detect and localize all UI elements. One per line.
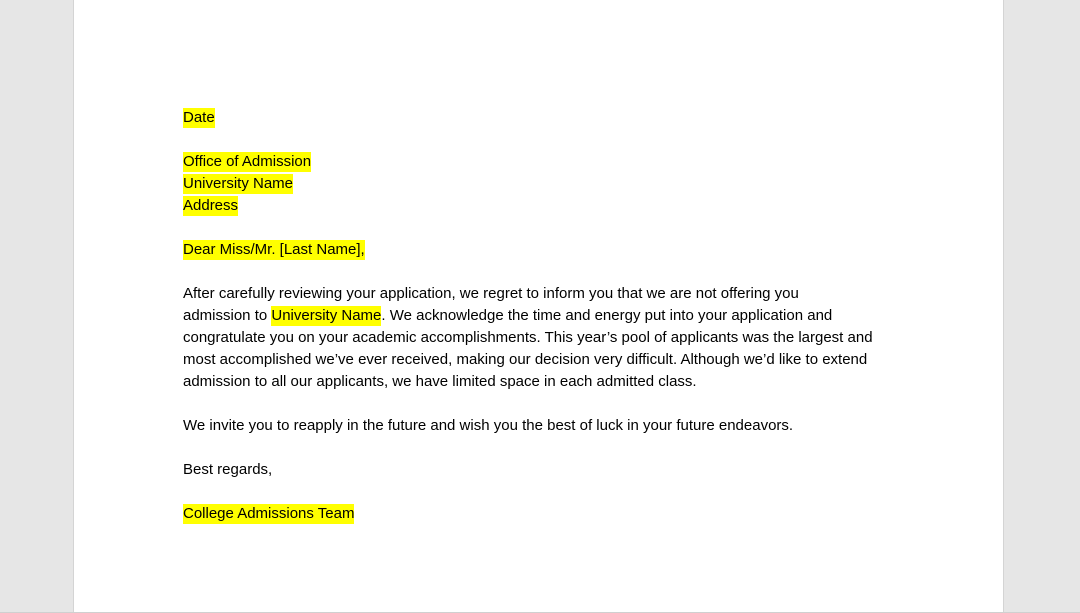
university-line bbox=[183, 173, 903, 195]
blank-line bbox=[183, 129, 903, 151]
paragraph-line: After carefully reviewing your application, we regret to inform you that we are not offering you bbox=[183, 285, 799, 302]
signature-placeholder: College Admissions Team bbox=[183, 505, 355, 522]
paragraph-text: . We acknowledge the time and energy put into your application and bbox=[381, 307, 833, 324]
salutation-placeholder: Dear Miss/Mr. [Last Name], bbox=[183, 241, 365, 258]
letter-body[interactable] bbox=[183, 107, 903, 525]
salutation-line bbox=[183, 239, 903, 261]
paragraph-line bbox=[183, 305, 903, 327]
office-line bbox=[183, 151, 903, 173]
date-line bbox=[183, 107, 903, 129]
document-page[interactable] bbox=[73, 0, 1004, 612]
blank-line bbox=[183, 261, 903, 283]
blank-line bbox=[183, 437, 903, 459]
signature-line bbox=[183, 503, 903, 525]
paragraph-rejection bbox=[183, 283, 903, 393]
paragraph-reapply: We invite you to reapply in the future and wish you the best of luck in your future endeavors. bbox=[183, 417, 794, 434]
paragraph-line: congratulate you on your academic accomplishments. This year’s pool of applicants was the largest and bbox=[183, 329, 873, 346]
address-placeholder: Address bbox=[183, 197, 239, 214]
paragraph-line: admission to all our applicants, we have limited space in each admitted class. bbox=[183, 373, 697, 390]
date-placeholder: Date bbox=[183, 109, 215, 126]
blank-line bbox=[183, 481, 903, 503]
office-placeholder: Office of Admission bbox=[183, 153, 312, 170]
blank-line bbox=[183, 217, 903, 239]
university-name-placeholder: University Name bbox=[183, 175, 294, 192]
address-line bbox=[183, 195, 903, 217]
paragraph-text: admission to bbox=[183, 307, 272, 324]
closing-line: Best regards, bbox=[183, 461, 273, 478]
inline-university-name-placeholder: University Name bbox=[271, 307, 382, 324]
blank-line bbox=[183, 393, 903, 415]
paragraph-line: most accomplished we’ve ever received, making our decision very difficult. Although we’d like to extend bbox=[183, 351, 868, 368]
